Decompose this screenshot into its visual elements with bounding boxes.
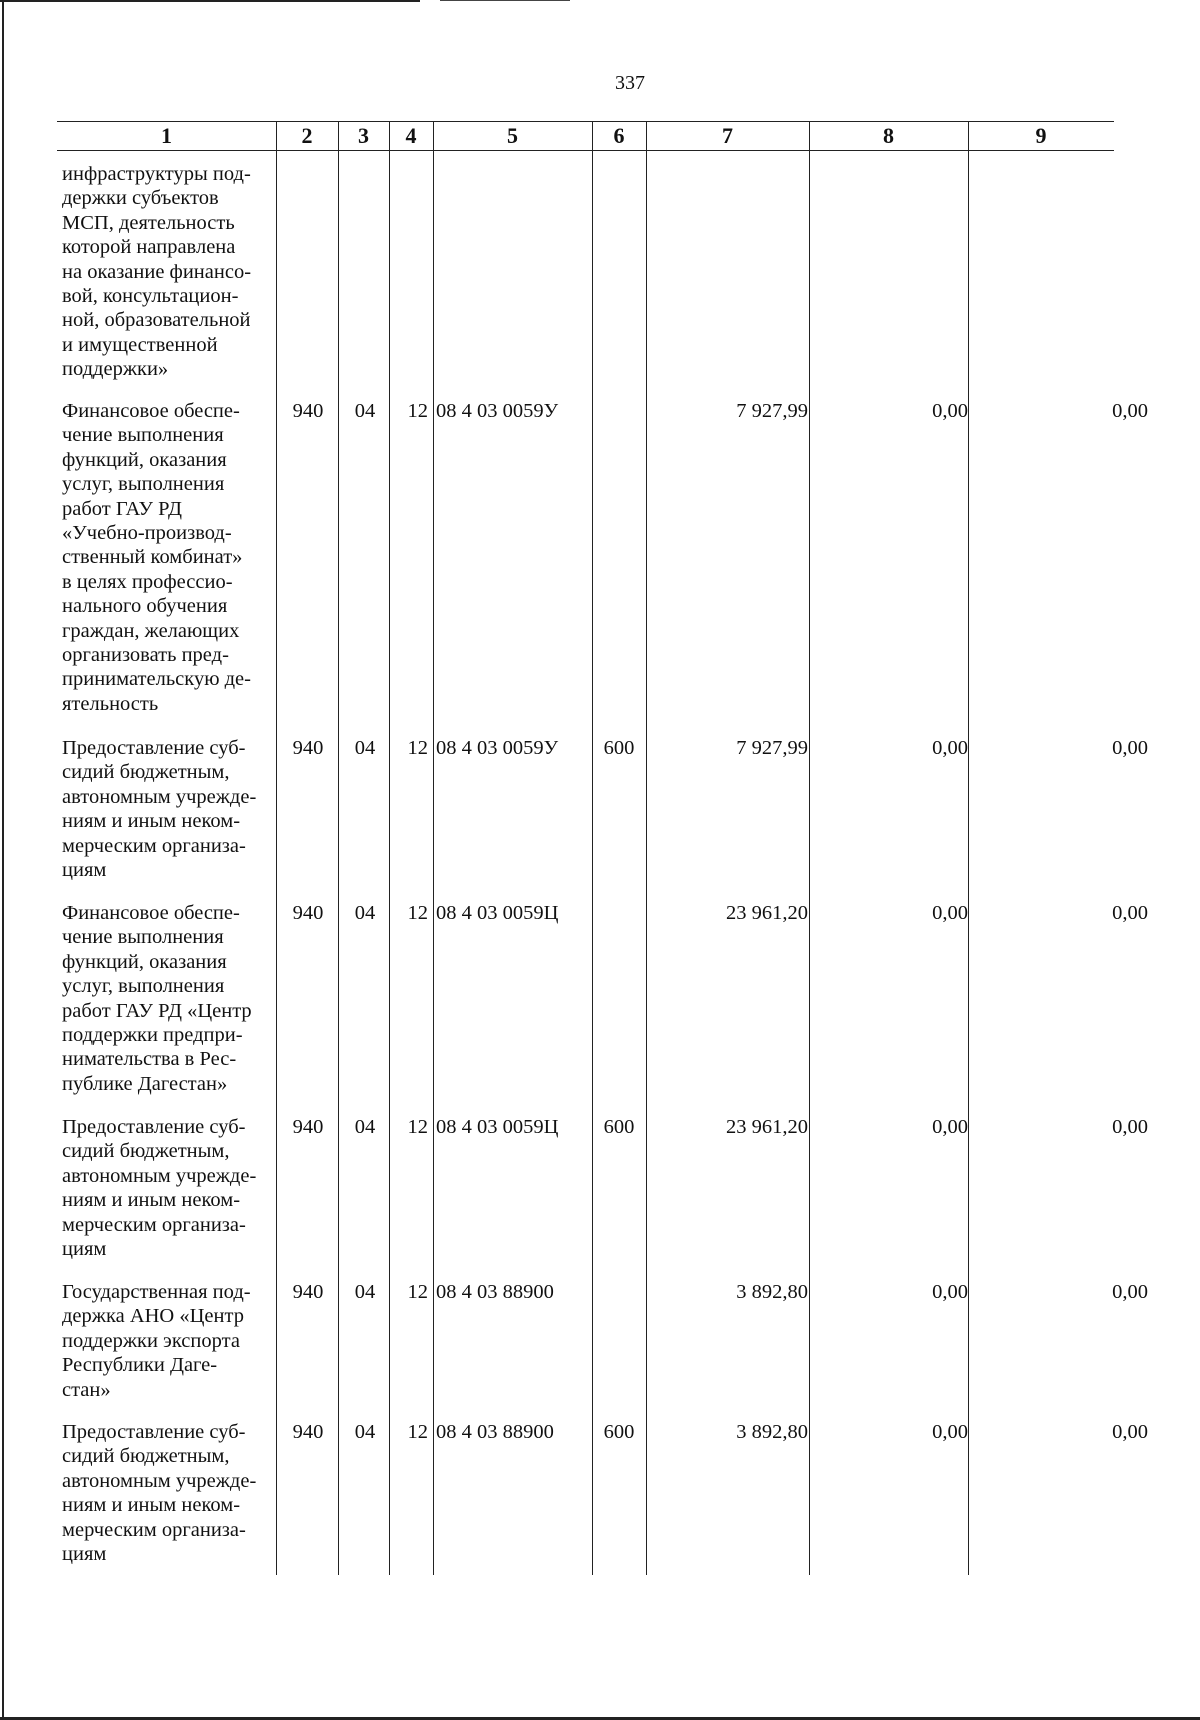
cell-amount-1: 3 892,80 — [736, 1421, 808, 1443]
cell-amount-2: 0,00 — [932, 1116, 968, 1138]
cell-section: 04 — [354, 1421, 376, 1443]
cell-target-article: 08 4 03 0059Ц — [436, 1116, 559, 1138]
column-divider — [809, 122, 810, 1575]
cell-subsection: 12 — [407, 400, 428, 422]
row-description: Государственная под- держка АНО «Центр поддержки экспорта Республики Даге- стан» — [62, 1281, 251, 1401]
cell-amount-2: 0,00 — [932, 1421, 968, 1443]
column-divider — [338, 122, 339, 1575]
cell-expense-type: 600 — [603, 1116, 635, 1138]
cell-subsection: 12 — [407, 737, 428, 759]
column-divider — [968, 122, 969, 1575]
scan-edge-line — [0, 0, 420, 2]
cell-ministry-code: 940 — [292, 1421, 324, 1443]
cell-target-article: 08 4 03 0059У — [436, 400, 559, 422]
cell-ministry-code: 940 — [292, 737, 324, 759]
cell-amount-2: 0,00 — [932, 737, 968, 759]
cell-target-article: 08 4 03 0059У — [436, 737, 559, 759]
row-description: Предоставление суб- сидий бюджетным, автономным учрежде- ниям и иным неком- мерческим организа- циям — [62, 1421, 257, 1566]
scan-edge-line — [2, 0, 4, 1720]
row-description: Предоставление суб- сидий бюджетным, автономным учрежде- ниям и иным неком- мерческим организа- циям — [62, 1116, 257, 1261]
cell-ministry-code: 940 — [292, 902, 324, 924]
cell-amount-3: 0,00 — [1112, 1421, 1148, 1443]
cell-amount-3: 0,00 — [1112, 1116, 1148, 1138]
row-description: Предоставление суб- сидий бюджетным, автономным учрежде- ниям и иным неком- мерческим организа- циям — [62, 737, 257, 882]
cell-amount-2: 0,00 — [932, 400, 968, 422]
cell-amount-1: 7 927,99 — [736, 737, 808, 759]
cell-amount-3: 0,00 — [1112, 1281, 1148, 1303]
cell-ministry-code: 940 — [292, 1281, 324, 1303]
cell-subsection: 12 — [407, 1421, 428, 1443]
cell-subsection: 12 — [407, 902, 428, 924]
cell-amount-1: 23 961,20 — [726, 1116, 808, 1138]
column-divider — [433, 122, 434, 1575]
column-header: 8 — [883, 123, 894, 148]
cell-amount-3: 0,00 — [1112, 737, 1148, 759]
column-divider — [646, 122, 647, 1575]
column-header: 6 — [613, 123, 625, 148]
cell-subsection: 12 — [407, 1116, 428, 1138]
cell-ministry-code: 940 — [292, 1116, 324, 1138]
row-description: Финансовое обеспе- чение выполнения функций, оказания услуг, выполнения работ ГАУ РД «Центр поддержки предпри- нимательства в Рес- публике Дагестан» — [62, 902, 252, 1095]
cell-amount-1: 3 892,80 — [736, 1281, 808, 1303]
cell-section: 04 — [354, 400, 376, 422]
column-header: 3 — [358, 123, 369, 148]
scan-edge-line — [440, 0, 570, 1]
cell-section: 04 — [354, 1116, 376, 1138]
cell-amount-3: 0,00 — [1112, 902, 1148, 924]
cell-expense-type: 600 — [603, 737, 635, 759]
row-description: Финансовое обеспе- чение выполнения функций, оказания услуг, выполнения работ ГАУ РД «Учебно-производ- ственный комбинат» в целях профессио- нального обучения граждан, желающих организовать пред- принимательскую де- ятельность — [62, 400, 251, 715]
column-header: 5 — [507, 123, 518, 148]
cell-amount-2: 0,00 — [932, 902, 968, 924]
cell-section: 04 — [354, 737, 376, 759]
cell-amount-2: 0,00 — [932, 1281, 968, 1303]
cell-section: 04 — [354, 1281, 376, 1303]
cell-target-article: 08 4 03 0059Ц — [436, 902, 559, 924]
cell-amount-1: 23 961,20 — [726, 902, 808, 924]
page-number: 337 — [615, 72, 645, 94]
cell-amount-3: 0,00 — [1112, 400, 1148, 422]
column-header: 1 — [161, 123, 172, 148]
cell-section: 04 — [354, 902, 376, 924]
column-header: 7 — [722, 123, 733, 148]
cell-ministry-code: 940 — [292, 400, 324, 422]
column-divider — [389, 122, 390, 1575]
cell-target-article: 08 4 03 88900 — [436, 1281, 554, 1303]
column-header: 9 — [1035, 123, 1047, 148]
table-header-border — [57, 150, 1114, 151]
cell-subsection: 12 — [407, 1281, 428, 1303]
cell-target-article: 08 4 03 88900 — [436, 1421, 554, 1443]
column-divider — [592, 122, 593, 1575]
row-description: инфраструктуры под- держки субъектов МСП, деятельность которой направлена на оказание финансо- вой, консультацион- ной, образовательной и имущественной поддержки» — [62, 163, 252, 381]
cell-amount-1: 7 927,99 — [736, 400, 808, 422]
cell-expense-type: 600 — [603, 1421, 635, 1443]
column-header: 4 — [405, 123, 417, 148]
column-header: 2 — [301, 123, 313, 148]
